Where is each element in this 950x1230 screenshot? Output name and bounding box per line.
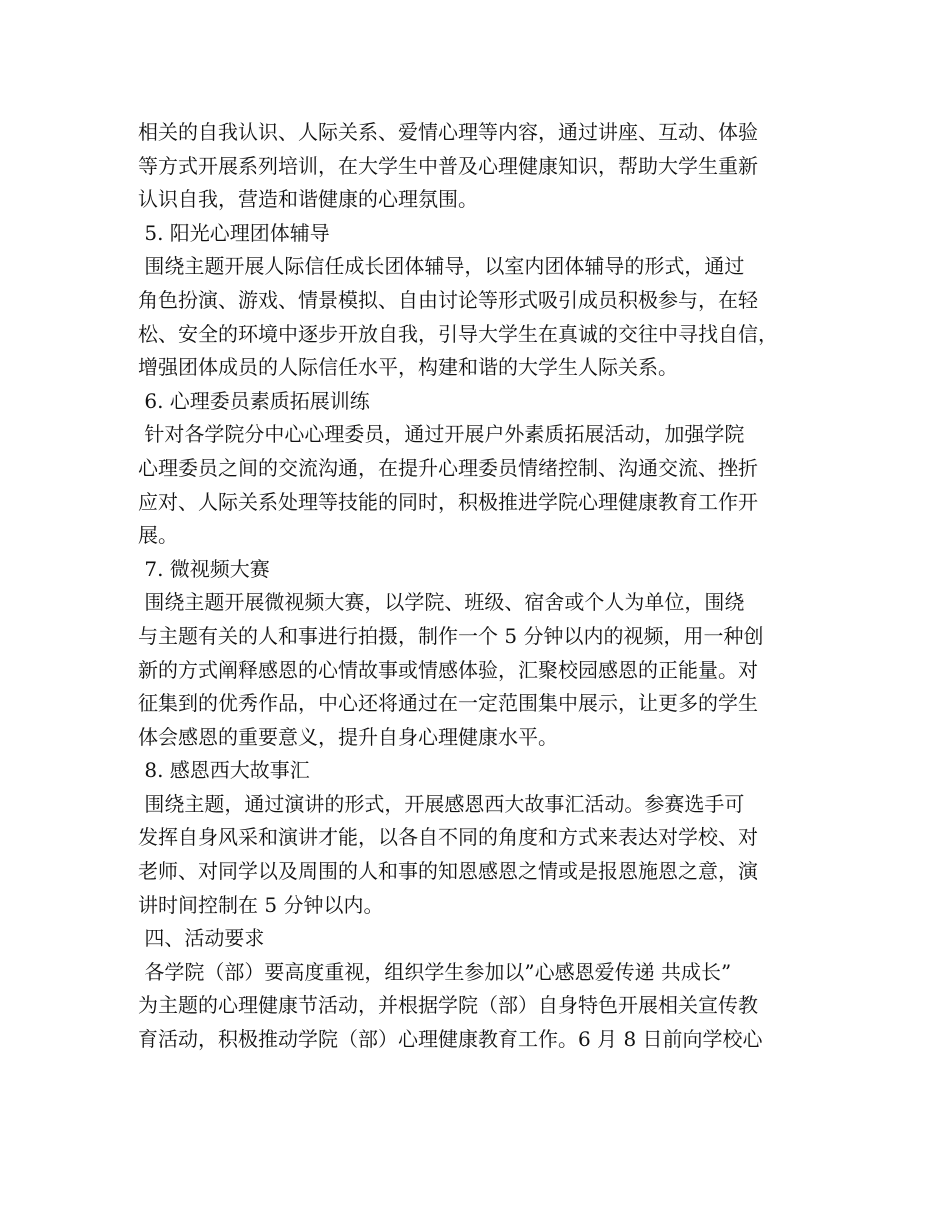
text-line: 角色扮演、游戏、情景模拟、自由讨论等形式吸引成员积极参与，在轻 bbox=[138, 287, 758, 312]
text-line: 发挥自身风采和演讲才能，以各自不同的角度和方式来表达对学校、对 bbox=[138, 825, 758, 850]
text-line: 松、安全的环境中逐步开放自我，引导大学生在真诚的交往中寻找自信， bbox=[138, 321, 778, 346]
text-line: 为主题的心理健康节活动，并根据学院（部）自身特色开展相关宣传教 bbox=[138, 993, 758, 1018]
text-line: 心理委员之间的交流沟通，在提升心理委员情绪控制、沟通交流、挫折 bbox=[138, 455, 758, 480]
text-line: 展。 bbox=[138, 523, 178, 548]
section-heading-5: 5. 阳光心理团体辅导 bbox=[138, 220, 330, 245]
section-heading-7: 7. 微视频大赛 bbox=[138, 556, 270, 581]
text-line: 与主题有关的人和事进行拍摄，制作一个 5 分钟以内的视频，用一种创 bbox=[138, 623, 764, 648]
text-line: 等方式开展系列培训，在大学生中普及心理健康知识，帮助大学生重新 bbox=[138, 153, 758, 178]
document-body bbox=[138, 116, 828, 1057]
text-line: 新的方式阐释感恩的心情故事或情感体验，汇聚校园感恩的正能量。对 bbox=[138, 657, 758, 682]
text-line: 围绕主题开展人际信任成长团体辅导，以室内团体辅导的形式，通过 bbox=[138, 254, 745, 279]
text-line: 各学院（部）要高度重视，组织学生参加以”心感恩爱传递 共成长” bbox=[138, 959, 732, 984]
text-line: 相关的自我认识、人际关系、爱情心理等内容，通过讲座、互动、体验 bbox=[138, 120, 758, 144]
text-line: 体会感恩的重要意义，提升自身心理健康水平。 bbox=[138, 724, 558, 749]
text-line: 育活动，积极推动学院（部）心理健康教育工作。6 月 8 日前向学校心 bbox=[138, 1027, 763, 1052]
text-line: 认识自我，营造和谐健康的心理氛围。 bbox=[138, 187, 478, 212]
text-line: 应对、人际关系处理等技能的同时，积极推进学院心理健康教育工作开 bbox=[138, 489, 758, 514]
text-line: 老师、对同学以及周围的人和事的知恩感恩之情或是报恩施恩之意，演 bbox=[138, 859, 758, 884]
text-line: 讲时间控制在 5 分钟以内。 bbox=[138, 892, 384, 917]
text-line: 围绕主题开展微视频大赛，以学院、班级、宿舍或个人为单位，围绕 bbox=[138, 590, 745, 615]
text-line: 围绕主题，通过演讲的形式，开展感恩西大故事汇活动。参赛选手可 bbox=[138, 791, 745, 816]
section-heading-6: 6. 心理委员素质拓展训练 bbox=[138, 388, 370, 413]
text-line: 针对各学院分中心心理委员，通过开展户外素质拓展活动，加强学院 bbox=[138, 422, 745, 447]
text-line: 增强团体成员的人际信任水平，构建和谐的大学生人际关系。 bbox=[138, 355, 678, 380]
section-heading-4: 四、活动要求 bbox=[138, 926, 265, 951]
text-line: 征集到的优秀作品，中心还将通过在一定范围集中展示，让更多的学生 bbox=[138, 691, 758, 716]
section-heading-8: 8. 感恩西大故事汇 bbox=[138, 758, 310, 783]
